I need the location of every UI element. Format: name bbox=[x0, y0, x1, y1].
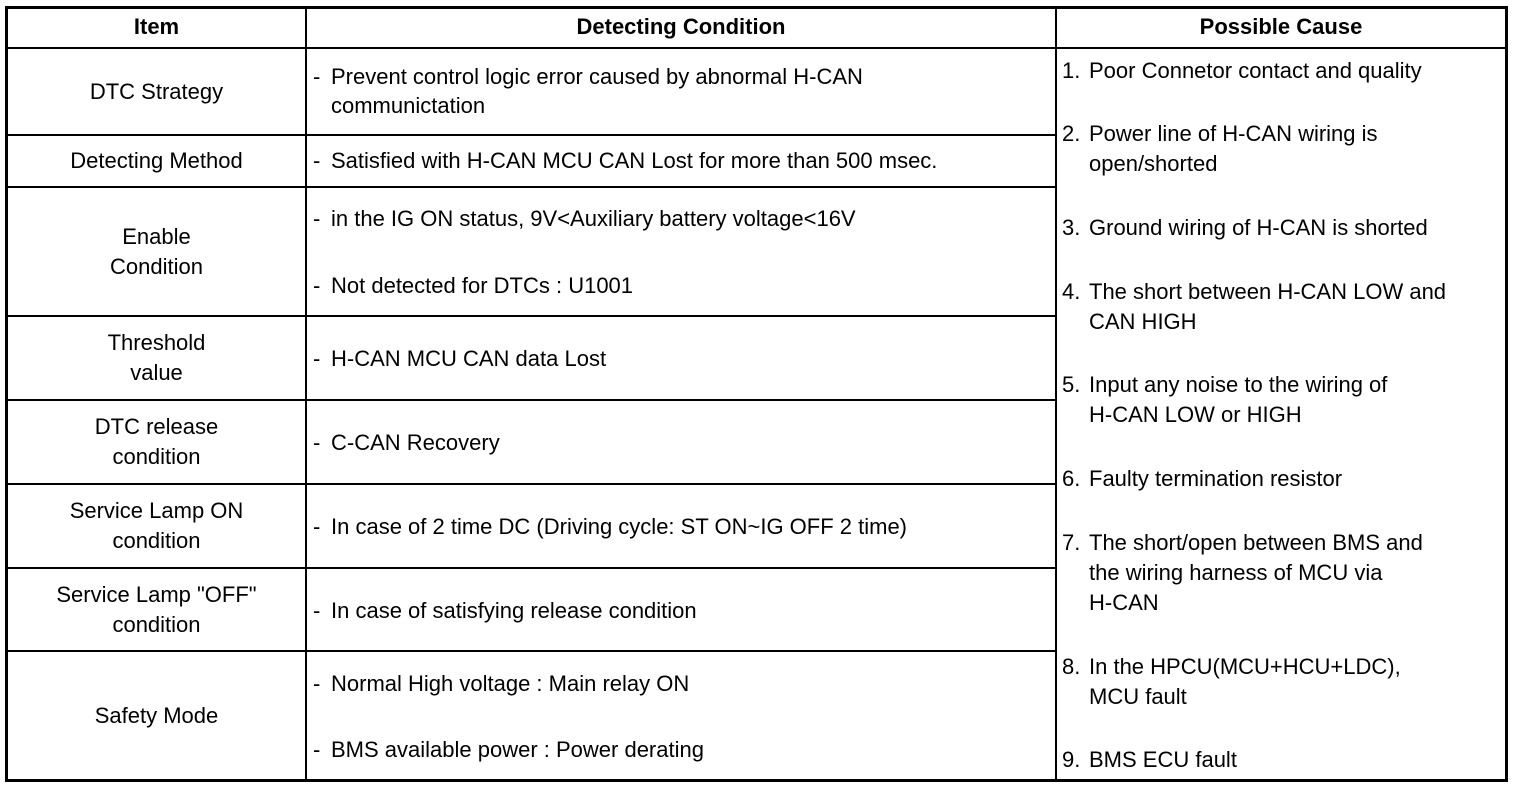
condition-safety-2: - BMS available power : Power derating bbox=[313, 737, 704, 762]
item-threshold-value: Threshold value bbox=[107, 330, 206, 385]
bullet-dash: - bbox=[313, 64, 321, 89]
header-item: Item bbox=[133, 14, 180, 39]
item-dtc-strategy: DTC Strategy bbox=[89, 78, 224, 104]
condition-service-lamp-off: - In case of satisfying release condition bbox=[313, 598, 697, 623]
item-enable-condition: Enable Condition bbox=[110, 223, 203, 279]
cause-2: 2. Power line of H-CAN wiring is open/shorted bbox=[1062, 121, 1378, 176]
condition-safety-1: - Normal High voltage : Main relay ON bbox=[313, 671, 690, 696]
item-safety-mode: Safety Mode bbox=[94, 702, 219, 728]
cause-6: 6. Faulty termination resistor bbox=[1062, 466, 1343, 491]
item-dtc-release: DTC release condition bbox=[94, 414, 219, 469]
condition-detecting-method: - Satisfied with H-CAN MCU CAN Lost for more than 500 msec. bbox=[313, 148, 938, 173]
cause-9: 9. BMS ECU fault bbox=[1062, 747, 1237, 772]
cause-5: 5. Input any noise to the wiring of H-CAN LOW or HIGH bbox=[1062, 372, 1388, 427]
item-service-lamp-on: Service Lamp ON condition bbox=[69, 498, 244, 553]
cause-1: 1. Poor Connetor contact and quality bbox=[1062, 58, 1422, 83]
condition-enable-2: - Not detected for DTCs : U1001 bbox=[313, 273, 634, 298]
header-condition: Detecting Condition bbox=[576, 14, 786, 39]
header-cause: Possible Cause bbox=[1199, 14, 1363, 39]
condition-service-lamp-on: - In case of 2 time DC (Driving cycle: ST ON~IG OFF 2 time) bbox=[313, 514, 908, 539]
condition-threshold: - H-CAN MCU CAN data Lost bbox=[313, 346, 607, 371]
condition-enable-1: - in the IG ON status, 9V<Auxiliary battery voltage<16V bbox=[313, 206, 856, 231]
col-divider-cause bbox=[1055, 6, 1057, 782]
cause-8: 8. In the HPCU(MCU+HCU+LDC), MCU fault bbox=[1062, 654, 1401, 709]
cause-7: 7. The short/open between BMS and the wiring harness of MCU via H-CAN bbox=[1062, 530, 1423, 615]
condition-dtc-strategy: - Prevent control logic error caused by abnormal H-CAN communictation bbox=[313, 64, 863, 118]
cause-4: 4. The short between H-CAN LOW and CAN HIGH bbox=[1062, 279, 1447, 334]
condition-dtc-release: - C-CAN Recovery bbox=[313, 430, 500, 455]
col-divider-item bbox=[305, 6, 307, 782]
item-service-lamp-off: Service Lamp "OFF" condition bbox=[56, 581, 257, 637]
item-detecting-method: Detecting Method bbox=[70, 148, 243, 173]
cause-3: 3. Ground wiring of H-CAN is shorted bbox=[1062, 215, 1428, 240]
